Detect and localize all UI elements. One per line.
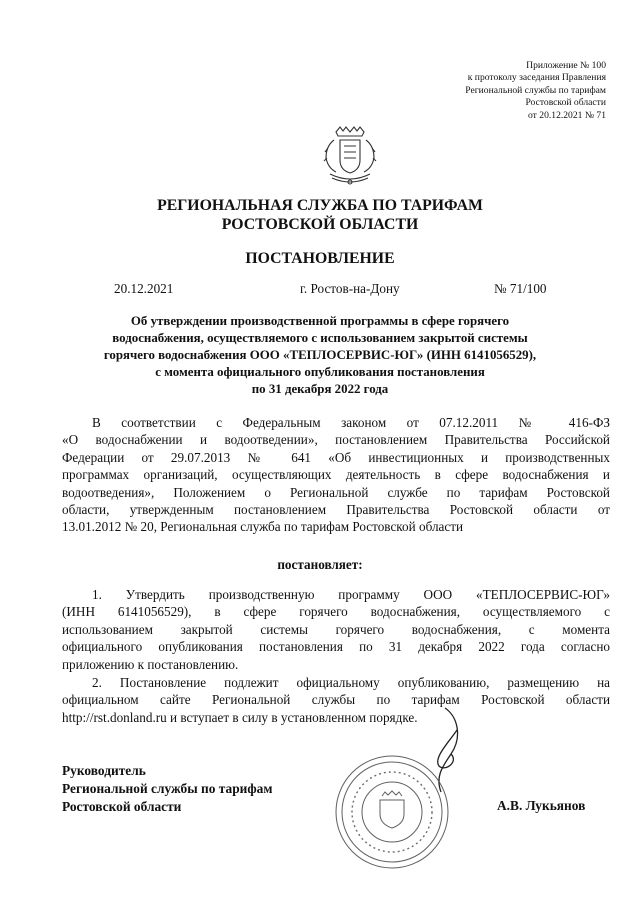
resolves-heading: постановляет: [277,557,363,572]
appendix-line: Региональной службы по тарифам [465,84,606,96]
paragraph-line: официального опубликования постановления по 31 декабря 2022 года согласно [62,639,610,655]
resolution-item-2 [62,674,610,726]
appendix-note [465,60,606,122]
paragraph-line: официальном сайте Региональной службы по тарифам Ростовской области [62,692,610,708]
signatory-title-line: Руководитель [62,763,146,778]
signatory-title-line: Региональной службы по тарифам [62,781,273,797]
document-date: 20.12.2021 [114,281,174,296]
agency-name-line: РОСТОВСКОЙ ОБЛАСТИ [221,216,419,233]
paragraph-line: программах организаций, осуществляющих деятельность в сфере водоснабжения и [62,467,610,483]
paragraph-line: http://rst.donland.ru и вступает в силу в установленном порядке. [62,709,418,725]
paragraph-line: области, утвержденным постановлением Правительства Ростовской области от [62,502,610,518]
paragraph-line: приложению к постановлению. [62,656,239,672]
document-number: № 71/100 [494,281,547,296]
appendix-line: Ростовской области [525,97,606,109]
signatory-title [62,762,272,817]
appendix-line: Приложение № 100 [526,60,606,71]
paragraph-line: В соответствии с Федеральным законом от 07.12.2011 № 416-ФЗ [92,415,610,430]
subject-line: водоснабжения, осуществляемого с использованием закрытой системы [112,331,528,345]
official-seal-icon [332,752,452,872]
signatory-name: А.В. Лукьянов [497,798,586,813]
paragraph-line: «О водоснабжении и водоотведении», постановлением Правительства Российской [62,432,610,448]
paragraph-line: 13.01.2012 № 20, Региональная служба по тарифам Ростовской области [62,519,464,535]
paragraph-line: 2. Постановление подлежит официальному опубликованию, размещению на [92,675,610,690]
appendix-line: от 20.12.2021 № 71 [528,109,606,121]
signatory-title-line: Ростовской области [62,799,182,815]
agency-name-line: РЕГИОНАЛЬНАЯ СЛУЖБА ПО ТАРИФАМ [157,197,483,214]
document-city: г. Ростов-на-Дону [300,281,400,296]
appendix-line: к протоколу заседания Правления [467,72,606,84]
coat-of-arms-icon [322,124,378,186]
document-type: ПОСТАНОВЛЕНИЕ [245,250,395,267]
agency-name [0,196,640,234]
subject-line: Об утверждении производственной программы в сфере горячего [130,314,510,328]
paragraph-line: 1. Утвердить производственную программу ООО «ТЕПЛОСЕРВИС-ЮГ» [92,587,610,602]
subject-line: горячего водоснабжения ООО «ТЕПЛОСЕРВИС-ЮГ» (ИНН 6141056529), [103,348,537,362]
paragraph-line: водоотведения», Положением о Региональной службе по тарифам Ростовской [62,484,610,500]
paragraph-line: использованием закрытой системы горячего водоснабжения, с момента [62,621,610,637]
paragraph-line: (ИНН 6141056529), в сфере горячего водоснабжения, осуществляемого с [62,604,610,620]
subject-line: с момента официального опубликования постановления [155,365,485,379]
preamble-paragraph [62,414,610,536]
subject-line: по 31 декабря 2022 года [251,382,389,396]
document-subject [60,313,580,398]
paragraph-line: Федерации от 29.07.2013 № 641 «Об инвестиционных и производственных [62,449,610,465]
resolution-item-1 [62,586,610,673]
